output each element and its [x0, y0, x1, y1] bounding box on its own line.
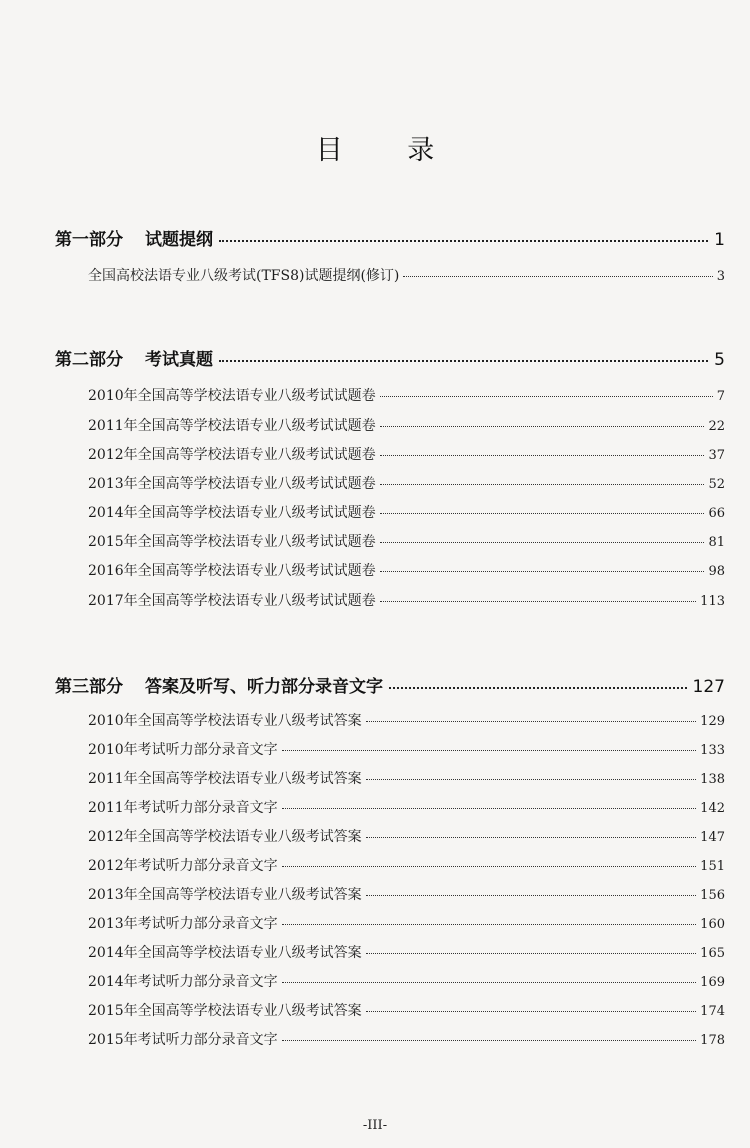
part-header-1[interactable]	[55, 225, 725, 250]
part-page-number: 1	[714, 230, 725, 250]
toc-entry-label: 2010年考试听力部分录音文字	[88, 742, 278, 758]
part-number: 第一部分	[55, 230, 123, 250]
part-title: 试题提纲	[145, 230, 213, 250]
toc-entry[interactable]	[88, 739, 725, 759]
toc-entry-page: 7	[716, 389, 725, 404]
toc-entry-label: 2014年考试听力部分录音文字	[88, 974, 278, 990]
toc-entry-page: 52	[708, 477, 725, 492]
toc-entry-page: 174	[700, 1004, 725, 1019]
toc-entry[interactable]	[88, 942, 725, 962]
toc-entry[interactable]	[88, 855, 725, 875]
dot-leader	[380, 601, 697, 602]
toc-entry-page: 138	[700, 772, 725, 787]
dot-leader	[219, 360, 708, 362]
part-number: 第二部分	[55, 350, 123, 370]
toc-entry[interactable]	[88, 560, 725, 580]
part-page-number: 5	[714, 350, 725, 370]
dot-leader	[366, 779, 697, 780]
part-number: 第三部分	[55, 677, 123, 697]
toc-entry-label: 2013年全国高等学校法语专业八级考试答案	[88, 887, 362, 903]
toc-entry-label: 2011年全国高等学校法语专业八级考试答案	[88, 771, 362, 787]
toc-entry-page: 178	[700, 1033, 725, 1048]
dot-leader	[282, 1040, 697, 1041]
toc-entry-page: 169	[700, 975, 725, 990]
toc-entry-page: 133	[700, 743, 725, 758]
toc-entry-label: 2011年考试听力部分录音文字	[88, 800, 278, 816]
dot-leader	[282, 924, 697, 925]
toc-entry-page: 37	[708, 448, 725, 463]
toc-entry-page: 22	[708, 419, 725, 434]
dot-leader	[282, 750, 697, 751]
toc-entry-label: 2010年全国高等学校法语专业八级考试答案	[88, 713, 362, 729]
dot-leader	[282, 866, 697, 867]
toc-entry-page: 129	[700, 714, 725, 729]
toc-entry-page: 3	[716, 269, 725, 284]
dot-leader	[282, 808, 697, 809]
toc-entry-label: 2015年全国高等学校法语专业八级考试试题卷	[88, 534, 376, 550]
toc-entry-page: 156	[700, 888, 725, 903]
page-title: 目 录	[315, 135, 463, 166]
toc-entry-label: 2012年考试听力部分录音文字	[88, 858, 278, 874]
dot-leader	[219, 240, 708, 242]
dot-leader	[366, 895, 697, 896]
toc-entry[interactable]	[88, 444, 725, 464]
page-footer-number: -III-	[362, 1118, 388, 1133]
toc-entry[interactable]	[88, 415, 725, 435]
toc-entry[interactable]	[88, 797, 725, 817]
toc-entry-label: 2013年全国高等学校法语专业八级考试试题卷	[88, 476, 376, 492]
toc-entry[interactable]	[88, 531, 725, 551]
toc-entry[interactable]	[88, 1029, 725, 1049]
toc-entry-page: 98	[708, 564, 725, 579]
dot-leader	[380, 513, 705, 514]
toc-entry-label: 2010年全国高等学校法语专业八级考试试题卷	[88, 388, 376, 404]
toc-entry-label: 2015年全国高等学校法语专业八级考试答案	[88, 1003, 362, 1019]
toc-entry-label: 2014年全国高等学校法语专业八级考试试题卷	[88, 505, 376, 521]
toc-entry-label: 2013年考试听力部分录音文字	[88, 916, 278, 932]
dot-leader	[380, 571, 705, 572]
part-page-number: 127	[692, 677, 725, 697]
part-header-2[interactable]	[55, 345, 725, 370]
toc-entry-label: 2014年全国高等学校法语专业八级考试答案	[88, 945, 362, 961]
toc-entry[interactable]	[88, 590, 725, 610]
toc-entry[interactable]	[88, 710, 725, 730]
dot-leader	[366, 837, 697, 838]
toc-entry-label: 2015年考试听力部分录音文字	[88, 1032, 278, 1048]
toc-entry[interactable]	[88, 768, 725, 788]
toc-entry[interactable]	[88, 265, 725, 285]
toc-entry-page: 142	[700, 801, 725, 816]
toc-entry[interactable]	[88, 971, 725, 991]
dot-leader	[380, 542, 705, 543]
toc-entry-label: 2012年全国高等学校法语专业八级考试答案	[88, 829, 362, 845]
dot-leader	[366, 953, 697, 954]
toc-entry-label: 2011年全国高等学校法语专业八级考试试题卷	[88, 418, 376, 434]
toc-entry[interactable]	[88, 826, 725, 846]
dot-leader	[380, 455, 705, 456]
toc-entry[interactable]	[88, 913, 725, 933]
toc-entry[interactable]	[88, 385, 725, 405]
toc-entry-page: 113	[700, 594, 725, 609]
toc-entry-page: 151	[700, 859, 725, 874]
dot-leader	[366, 1011, 697, 1012]
part-header-3[interactable]	[55, 672, 725, 697]
toc-entry[interactable]	[88, 502, 725, 522]
dot-leader	[380, 426, 705, 427]
toc-entry[interactable]	[88, 1000, 725, 1020]
dot-leader	[380, 396, 713, 397]
toc-entry-label: 2017年全国高等学校法语专业八级考试试题卷	[88, 593, 376, 609]
dot-leader	[389, 687, 687, 689]
toc-entry-label: 2012年全国高等学校法语专业八级考试试题卷	[88, 447, 376, 463]
dot-leader	[366, 721, 697, 722]
dot-leader	[403, 276, 712, 277]
toc-entry-page: 81	[708, 535, 725, 550]
toc-entry-label: 全国高校法语专业八级考试(TFS8)试题提纲(修订)	[88, 268, 400, 284]
dot-leader	[282, 982, 697, 983]
toc-entry[interactable]	[88, 884, 725, 904]
toc-entry-label: 2016年全国高等学校法语专业八级考试试题卷	[88, 563, 376, 579]
toc-entry[interactable]	[88, 473, 725, 493]
dot-leader	[380, 484, 705, 485]
toc-entry-page: 160	[700, 917, 725, 932]
toc-entry-page: 147	[700, 830, 725, 845]
part-title: 答案及听写、听力部分录音文字	[145, 677, 383, 697]
part-title: 考试真题	[145, 350, 213, 370]
toc-entry-page: 66	[708, 506, 725, 521]
toc-entry-page: 165	[700, 946, 725, 961]
